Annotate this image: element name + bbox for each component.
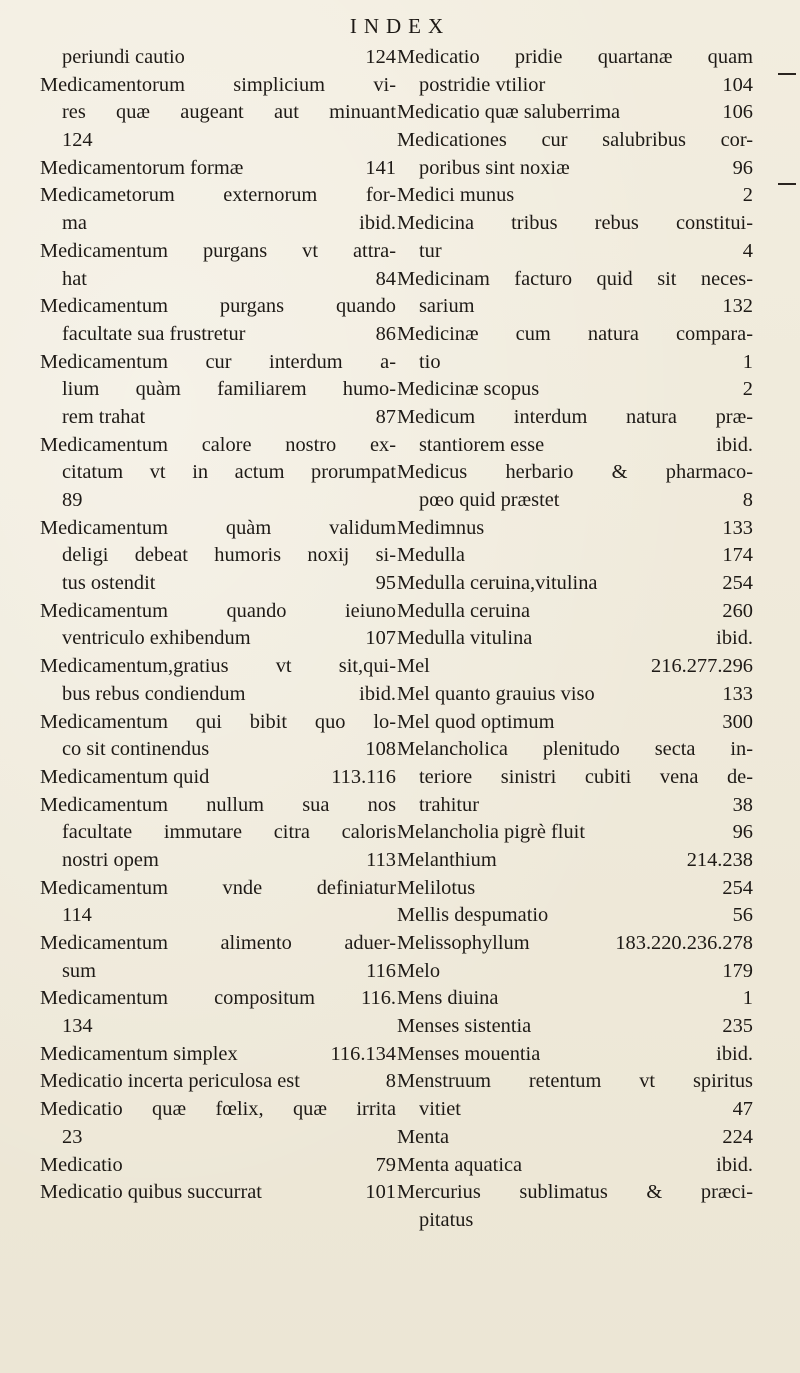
entry-text: Medicamentum quando ieiuno [40,599,396,622]
index-entry [40,681,396,709]
entry-text: vitiet [419,1098,461,1121]
index-entry [397,487,753,515]
entry-text: citatum vt in actum prorumpat [62,461,396,484]
index-entry [397,958,753,986]
entry-text: Menta aquatica [397,1153,523,1176]
index-entry [397,99,753,127]
entry-text: Medulla vitulina [397,627,533,650]
page-reference: 183.220.236.278 [615,932,753,954]
page-reference: 107 [365,627,396,650]
entry-text: ma [62,212,87,235]
entry-text: periundi cautio [62,46,185,68]
entry-text: Melancholia pigrè fluit [397,821,585,844]
entry-text: ventriculo exhibendum [62,627,251,650]
entry-text: Mel quod optimum [397,710,555,733]
index-entry [40,792,396,820]
page-reference: 235 [722,1015,753,1038]
entry-text: Medicationes cur salubribus cor- [397,129,753,152]
page-reference: 86 [375,322,396,345]
index-entry [397,1041,753,1069]
entry-text: Medicamentum quid [40,765,210,788]
page-reference: 1 [742,350,753,373]
entry-text: Mercurius sublimatus & præci- [397,1181,753,1204]
index-entry [40,1124,396,1152]
entry-text: Medimnus [397,516,485,539]
index-entry [397,1096,753,1124]
entry-text: Medicamentum cur interdum a- [40,350,396,373]
index-entry [397,404,753,432]
entry-text: co sit continendus [62,738,210,761]
entry-text: facultate immutare citra caloris [62,821,396,844]
index-entry [397,1013,753,1041]
entry-text: Medicatio pridie quartanæ quam [397,46,753,68]
entry-text: Medicatio quæ saluberrima [397,101,621,124]
page-reference: 133 [722,682,753,705]
page-reference: 84 [375,267,396,290]
page-reference: 254 [722,876,753,899]
index-entry [397,293,753,321]
index-entry [40,210,396,238]
page-reference: 132 [722,295,753,318]
index-entry [40,487,396,515]
index-entry [397,155,753,183]
index-entry [40,1152,396,1180]
page-reference: 113 [366,848,396,871]
index-entry [397,598,753,626]
index-entry [397,819,753,847]
entry-text: Menses mouentia [397,1042,541,1065]
entry-text: Medicamentum simplex [40,1042,238,1065]
index-entry [40,985,396,1013]
page-reference: 101 [365,1181,396,1204]
index-entry [397,570,753,598]
index-entry [397,72,753,100]
entry-text: teriore sinistri cubiti vena de- [419,765,753,788]
index-entry [40,958,396,986]
page-reference: 108 [365,738,396,761]
entry-text: Mellis despumatio [397,904,549,927]
entry-text: Medicamentum alimento aduer- [40,932,396,954]
index-entry [40,72,396,100]
page-reference: 300 [722,710,753,733]
index-entry [397,764,753,792]
entry-text: Medicum interdum natura præ- [397,405,753,428]
page-reference: ibid. [716,433,753,456]
entry-text: 134 [62,1015,93,1038]
index-entry [397,238,753,266]
page-reference: 254 [722,572,753,595]
entry-text: Menta [397,1125,450,1148]
entry-text: Menses sistentia [397,1015,532,1038]
left-column [40,44,396,1207]
page-reference: 96 [732,156,753,179]
right-column [397,44,753,1235]
entry-text: Medulla [397,544,465,567]
margin-mark [778,183,796,185]
index-entry [397,681,753,709]
index-entry [397,930,753,958]
entry-text: Medicamentum calore nostro ex- [40,433,396,456]
page-reference: ibid. [716,1042,753,1065]
page-reference: 2 [742,378,753,401]
index-entry [40,155,396,183]
index-entry [397,127,753,155]
index-entry [397,349,753,377]
index-entry [397,1068,753,1096]
page-reference: 38 [732,793,753,816]
entry-text: bus rebus condiendum [62,682,246,705]
index-entry [397,985,753,1013]
entry-text: 23 [62,1125,83,1148]
entry-text: Mel [397,655,430,678]
index-entry [40,127,396,155]
page-reference: 47 [732,1098,753,1121]
index-entry [397,902,753,930]
page-reference: ibid. [716,627,753,650]
index-entry [40,653,396,681]
index-entry [40,930,396,958]
entry-text: Medicamentum qui bibit quo lo- [40,710,396,733]
page-reference: 224 [722,1125,753,1148]
page-reference: 124 [365,46,396,68]
index-entry [40,44,396,72]
index-entry [40,404,396,432]
entry-text: rem trahat [62,405,146,428]
entry-text: Melanthium [397,848,497,871]
page-reference: 104 [722,73,753,96]
entry-text: Medicamentorum simplicium vi- [40,73,396,96]
entry-text: Medicamentum purgans quando [40,295,396,318]
index-entry [397,459,753,487]
entry-text: 124 [62,129,93,152]
index-entry [397,653,753,681]
entry-text: Melilotus [397,876,476,899]
page-reference: 2 [742,184,753,207]
index-entry [40,459,396,487]
entry-text: Melo [397,959,441,982]
entry-text: hat [62,267,87,290]
index-entry [40,902,396,930]
index-entry [40,515,396,543]
entry-text: Menstruum retentum vt spiritus [397,1070,753,1093]
entry-text: sarium [419,295,475,318]
index-entry [397,266,753,294]
page-reference: 260 [722,599,753,622]
entry-text: lium quàm familiarem humo- [62,378,396,401]
page-reference: 8 [385,1070,396,1093]
page-reference: ibid. [716,1153,753,1176]
index-entry [40,1179,396,1207]
index-entry [397,44,753,72]
index-entry [397,1207,753,1235]
index-entry [397,321,753,349]
index-entry [40,1096,396,1124]
index-entry [40,847,396,875]
index-entry [40,819,396,847]
margin-mark [778,73,796,75]
page-reference: 87 [375,405,396,428]
index-entry [397,182,753,210]
index-entry [40,1041,396,1069]
entry-text: 114 [62,904,92,927]
index-entry [40,182,396,210]
entry-text: 89 [62,489,83,511]
entry-text: Melissophyllum [397,932,530,954]
index-entry [40,376,396,404]
page-reference: 133 [722,516,753,539]
index-entry [397,1179,753,1207]
entry-text: Medicatio incerta periculosa est [40,1070,300,1093]
entry-text: Medicamentorum formæ [40,156,244,179]
page-reference: 174 [722,544,753,567]
index-entry [40,99,396,127]
entry-text: Medicamentum quàm validum [40,516,396,539]
index-entry [40,570,396,598]
index-entry [40,238,396,266]
index-entry [397,1124,753,1152]
entry-text: facultate sua frustretur [62,322,246,345]
entry-text: nostri opem [62,848,159,871]
index-entry [40,542,396,570]
entry-text: trahitur [419,793,480,816]
index-entry [40,266,396,294]
entry-text: stantiorem esse [419,433,545,456]
entry-text: Medicatio [40,1153,123,1176]
index-entry [397,210,753,238]
page-reference: 214.238 [686,848,753,871]
entry-text: tur [419,239,442,262]
index-entry [397,432,753,460]
entry-text: sum [62,959,96,982]
entry-text: Medicametorum externorum for- [40,184,396,207]
index-entry [397,376,753,404]
page-reference: 216.277.296 [651,655,753,678]
page-reference: 1 [742,987,753,1010]
page-reference: 113.116 [331,765,396,788]
index-entry [40,432,396,460]
entry-text: Medicinam facturo quid sit neces- [397,267,753,290]
index-entry [397,847,753,875]
entry-text: Medicinæ scopus [397,378,540,401]
entry-text: Medici munus [397,184,515,207]
entry-text: Medicamentum purgans vt attra- [40,239,396,262]
page-reference: 116.134 [330,1042,396,1065]
page-header: INDEX [349,14,451,38]
index-entry [40,1013,396,1041]
page-reference: 4 [742,239,753,262]
entry-text: Mens diuina [397,987,499,1010]
page-reference: 141 [365,156,396,179]
index-entry [397,792,753,820]
index-entry [40,709,396,737]
index-entry [397,542,753,570]
page-reference: 179 [722,959,753,982]
index-entry [397,625,753,653]
index-entry [40,764,396,792]
page-reference: ibid. [359,682,396,705]
index-entry [40,598,396,626]
index-entry [397,1152,753,1180]
entry-text: Melancholica plenitudo secta in- [397,738,753,761]
index-entry [40,349,396,377]
entry-text: pœo quid præstet [419,489,560,511]
entry-text: Medicina tribus rebus constitui- [397,212,753,235]
entry-text: Medicatio quæ fœlix, quæ irrita [40,1098,396,1121]
entry-text: Medulla ceruina,vitulina [397,572,598,595]
index-entry [40,321,396,349]
entry-text: Medicamentum,gratius vt sit,qui- [40,655,396,678]
entry-text: res quæ augeant aut minuant [62,101,396,124]
page-reference: 106 [722,101,753,124]
entry-text: tus ostendit [62,572,156,595]
index-entry [40,875,396,903]
page-reference: 116 [366,959,396,982]
entry-text: postridie vtilior [419,73,546,96]
entry-text: Medicinæ cum natura compara- [397,322,753,345]
index-entry [397,515,753,543]
entry-text: Medicamentum compositum 116. [40,987,396,1010]
entry-text: poribus sint noxiæ [419,156,570,179]
entry-text: Mel quanto grauius viso [397,682,595,705]
page-reference: 95 [375,572,396,595]
index-entry [397,736,753,764]
page-reference: 56 [732,904,753,927]
entry-text: tio [419,350,441,373]
index-entry [397,709,753,737]
index-entry [40,1068,396,1096]
entry-text: Medicus herbario & pharmaco- [397,461,753,484]
entry-text: Medicamentum nullum sua nos [40,793,396,816]
page-reference: 79 [375,1153,396,1176]
index-entry [40,625,396,653]
index-entry [397,875,753,903]
page-reference: 96 [732,821,753,844]
page-reference: ibid. [359,212,396,235]
entry-text: Medulla ceruina [397,599,531,622]
entry-text: deligi debeat humoris noxij si- [62,544,396,567]
entry-text: pitatus [419,1208,474,1231]
index-entry [40,293,396,321]
entry-text: Medicamentum vnde definiatur [40,876,396,899]
page-reference: 8 [742,489,753,511]
index-entry [40,736,396,764]
entry-text: Medicatio quibus succurrat [40,1181,262,1204]
